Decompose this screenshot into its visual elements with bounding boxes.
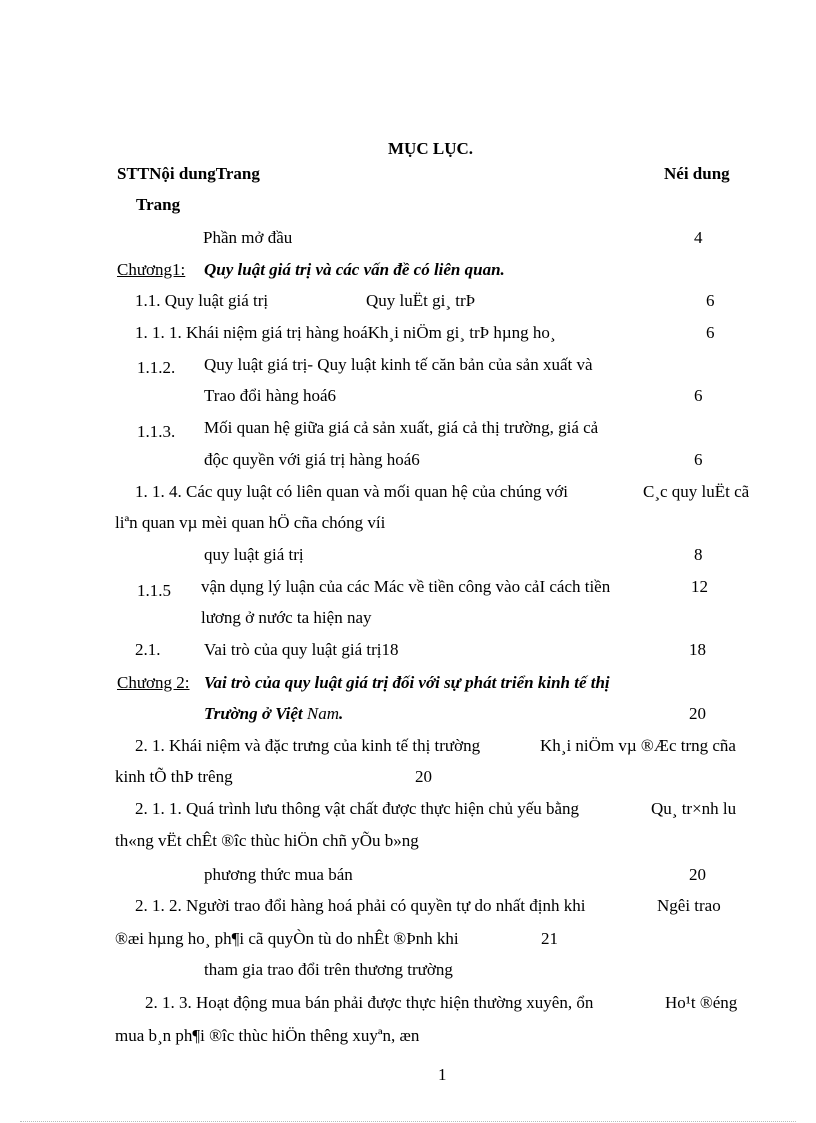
header-left-2: Trang bbox=[136, 195, 181, 214]
toc-entry-page: 20 bbox=[415, 767, 432, 786]
toc-entry-alt: Ho¹t ®éng bbox=[665, 993, 738, 1012]
toc-entry-text[interactable]: 1.1. Quy luật giá trị bbox=[135, 291, 269, 310]
chapter-title-cont-text: Trường ở Việt bbox=[204, 704, 303, 723]
chapter-title[interactable] bbox=[204, 260, 505, 280]
toc-entry-page: 6 bbox=[706, 291, 715, 310]
toc-entry-alt: C¸c quy luËt cã bbox=[643, 482, 750, 501]
toc-entry-number: 1.1.3. bbox=[137, 422, 176, 441]
toc-entry-text-cont: quy luật giá trị bbox=[204, 545, 304, 564]
toc-entry-page: 6 bbox=[694, 386, 703, 405]
toc-entry-text-cont: lương ở nước ta hiện nay bbox=[201, 608, 372, 627]
toc-entry-alt-cont: ®æi hµng ho¸ ph¶i cã quyÒn tù do nhÊt ®Þnh khi bbox=[115, 929, 459, 948]
chapter-title-tail: . bbox=[500, 260, 505, 279]
toc-entry-text-cont: Trao đổi hàng hoá6 bbox=[204, 386, 337, 405]
toc-entry-alt-cont: kinh tÕ thÞ trêng bbox=[115, 767, 233, 786]
toc-entry-page: 20 bbox=[689, 865, 706, 884]
toc-entry-page: 12 bbox=[691, 577, 708, 596]
chapter-title[interactable]: Vai trò của quy luật giá trị đối với sự phát triển kinh tế thị bbox=[204, 673, 610, 692]
toc-entry-number: 1.1.5 bbox=[137, 581, 171, 600]
toc-entry-text[interactable]: 2. 1. 2. Người trao đổi hàng hoá phải có quyền tự do nhất định khi bbox=[135, 896, 586, 915]
toc-entry-alt: Ngêi trao bbox=[657, 896, 721, 915]
toc-entry-text[interactable]: 1. 1. 1. Khái niệm giá trị hàng hoáKh¸i niÖm gi¸ trÞ hµng ho¸ bbox=[135, 323, 556, 342]
toc-entry-text[interactable]: 1. 1. 4. Các quy luật có liên quan và mối quan hệ của chúng với bbox=[135, 482, 568, 501]
toc-entry-text[interactable]: vận dụng lý luận của các Mác về tiền công vào cảI cách tiền bbox=[201, 577, 611, 596]
toc-entry-text[interactable]: 2. 1. 3. Hoạt động mua bán phải được thực hiện thường xuyên, ổn bbox=[145, 993, 594, 1012]
toc-entry-text-cont: phương thức mua bán bbox=[204, 865, 353, 884]
toc-entry-alt: Kh¸i niÖm vµ ®Æc trng cña bbox=[540, 736, 736, 755]
toc-entry-text[interactable]: Quy luật giá trị- Quy luật kinh tế căn bản của sản xuất và bbox=[204, 355, 593, 374]
toc-entry-alt-cont: th«ng vËt chÊt ®îc thùc hiÖn chñ yÕu b»ng bbox=[115, 831, 419, 850]
page-number: 1 bbox=[438, 1065, 447, 1084]
toc-entry-page: 21 bbox=[541, 929, 558, 948]
toc-entry-alt-cont: mua b¸n ph¶i ®îc thùc hiÖn thêng xuyªn, æn bbox=[115, 1026, 420, 1045]
toc-entry-page: 20 bbox=[689, 704, 706, 723]
toc-entry-alt-cont: liªn quan vµ mèi quan hÖ cña chóng víi bbox=[115, 513, 386, 532]
toc-entry-page: 6 bbox=[706, 323, 715, 342]
toc-entry-text[interactable]: 2. 1. Khái niệm và đặc trưng của kinh tế thị trường bbox=[135, 736, 481, 755]
toc-entry-text-cont: tham gia trao đổi trên thương trường bbox=[204, 960, 453, 979]
toc-entry-page: 8 bbox=[694, 545, 703, 564]
chapter-label: Chương 2: bbox=[117, 673, 190, 692]
toc-entry-text[interactable]: Vai trò của quy luật giá trị18 bbox=[204, 640, 399, 659]
chapter-title-text: Quy luật giá trị và các vấn đề có liên quan bbox=[204, 260, 501, 279]
chapter-title-cont bbox=[204, 704, 343, 724]
toc-entry-page: 18 bbox=[689, 640, 706, 659]
toc-entry-text-cont: độc quyền với giá trị hàng hoá6 bbox=[204, 450, 420, 469]
chapter-title-tail: . bbox=[339, 704, 344, 723]
chapter-label: Chương1: bbox=[117, 260, 186, 279]
toc-entry-alt: Qu¸ tr×nh lu bbox=[651, 799, 737, 818]
header-right: Néi dung bbox=[664, 164, 730, 183]
toc-title: MỤC LỤC. bbox=[388, 139, 473, 158]
page-bottom-divider bbox=[20, 1121, 796, 1122]
toc-entry-page: 6 bbox=[694, 450, 703, 469]
toc-entry-text[interactable]: Phần mở đầu bbox=[203, 228, 293, 247]
toc-entry-text[interactable]: Mối quan hệ giữa giá cả sản xuất, giá cả thị trường, giá cả bbox=[204, 418, 599, 437]
toc-entry-alt: Quy luËt gi¸ trÞ bbox=[366, 291, 476, 310]
chapter-title-cont-end: Nam bbox=[306, 704, 340, 723]
toc-entry-number: 1.1.2. bbox=[137, 358, 176, 377]
header-left: STTNội dungTrang bbox=[117, 164, 260, 183]
toc-entry-page: 4 bbox=[694, 228, 703, 247]
toc-entry-text[interactable]: 2. 1. 1. Quá trình lưu thông vật chất được thực hiện chủ yếu bằng bbox=[135, 799, 580, 818]
toc-entry-number: 2.1. bbox=[135, 640, 161, 659]
